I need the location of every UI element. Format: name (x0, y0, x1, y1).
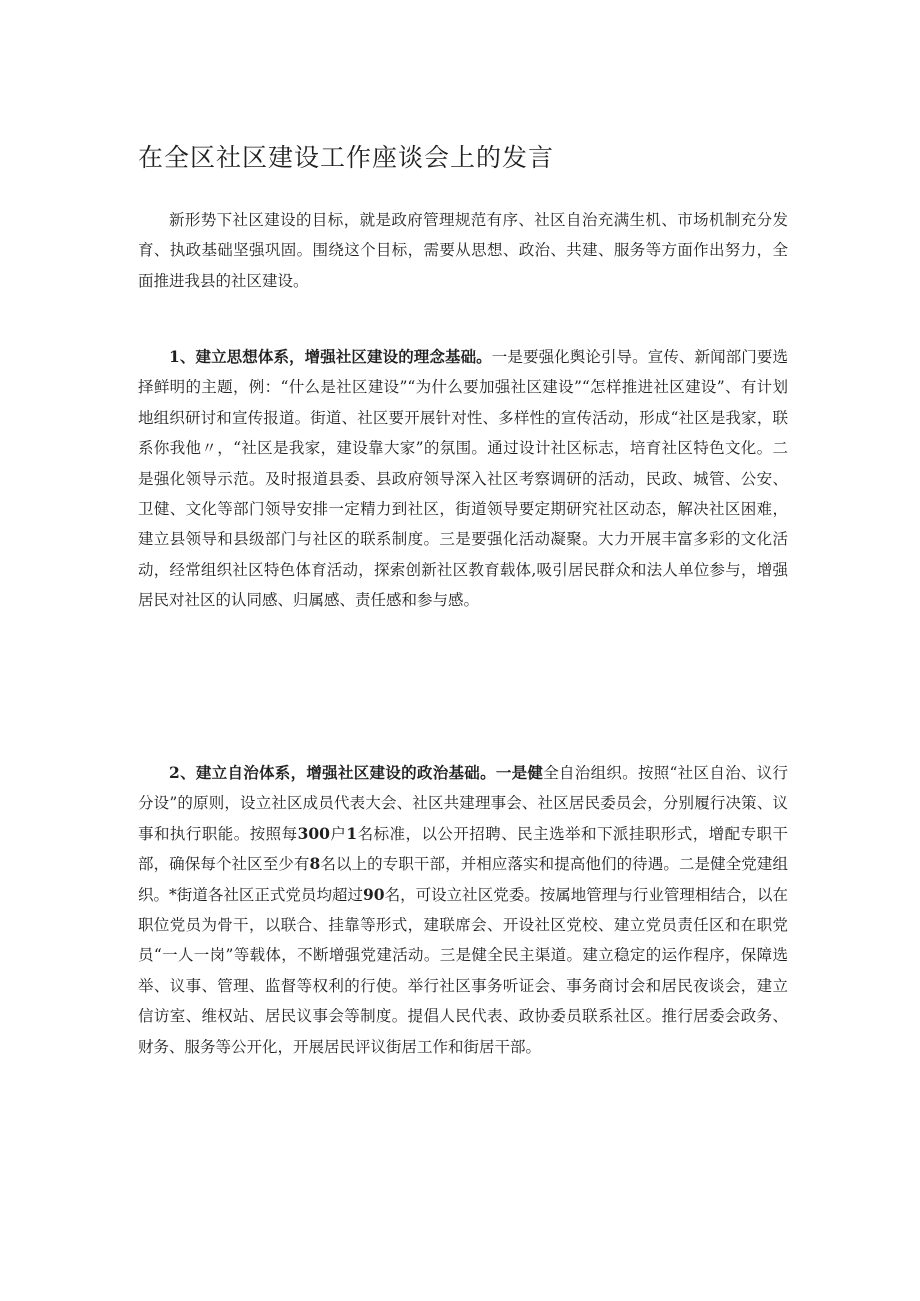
intro-paragraph: 新形势下社区建设的目标，就是政府管理规范有序、社区自治充满生机、市场机制充分发育、执政基础坚强巩固。围绕这个目标，需要从思想、政治、共建、服务等方面作出努力，全面推进我县的社区建设。 (138, 211, 788, 290)
section-1-body: 一是要强化舆论引导。宣传、新闻部门要选择鲜明的主题，例：“什么是社区建设”“为什么要加强社区建设”“怎样推进社区建设”、有计划地组织研讨和宣传报道。街道、社区要开展针对性、多样性的宣传活动，形成“社区是我家，联系你我他〃，“社区是我家，建设靠大家”的氛围。通过设计社区标志，培育社区特色文化。二是强化领导示范。及时报道县委、县政府领导深入社区考察调研的活动，民政、城管、公安、卫健、文化等部门领导安排一定精力到社区，街道领导要定期研究社区动态，解决社区困难，建立县领导和县级部门与社区的联系制度。三是要强化活动凝聚。大力开展丰富多彩的文化活动，经常组织社区特色体育活动，探索创新社区教育载体,吸引居民群众和法人单位参与，增强居民对社区的认同感、归属感、责任感和参与感。 (138, 348, 788, 610)
section-1-heading: 1、建立思想体系，增强社区建设的理念基础。 (169, 347, 492, 366)
section-2-heading: 2、建立自治体系，增强社区建设的政治基础。一是健 (169, 763, 544, 782)
section-2-body-text: 名标准，以公开招聘、民主选举和下派挂职形式，增配专职干部，确保每个社区至少有 (138, 824, 788, 874)
section-2-paragraph (138, 758, 788, 1062)
section-2-body-text: 户 (329, 824, 347, 843)
section-2-number: 8 (309, 854, 321, 874)
section-2-number: 1 (346, 823, 358, 843)
section-2-body-text: 全自治组织。按照“社区自治、议行分设”的原则，设立社区成员代表大会、社区共建理事会、社区居民委员会，分别履行决策、议事和执行职能。按照每 (138, 764, 788, 843)
section-1-paragraph (138, 342, 788, 616)
document-title: 在全区社区建设工作座谈会上的发言 (138, 143, 555, 172)
section-2-body-text: 名以上的专职干部，并相应落实和提高他们的待遇。二是健全党建组织。*街道各社区正式党员均超过 (138, 855, 788, 904)
section-2-number: 90 (363, 884, 385, 904)
section-2-number: 300 (297, 823, 330, 843)
section-2-body-text: 名，可设立社区党委。按属地管理与行业管理相结合，以在职位党员为骨干，以联合、挂靠等形式，建联席会、开设社区党校、建立党员责任区和在职党员“一人一岗”等载体，不断增强党建活动。三是健全民主渠道。建立稳定的运作程序，保障选举、议事、管理、监督等权利的行使。举行社区事务听证会、事务商讨会和居民夜谈会，建立信访室、维权站、居民议事会等制度。提倡人民代表、政协委员联系社区。推行居委会政务、财务、服务等公开化，开展居民评议街居工作和街居干部。 (138, 885, 788, 1056)
